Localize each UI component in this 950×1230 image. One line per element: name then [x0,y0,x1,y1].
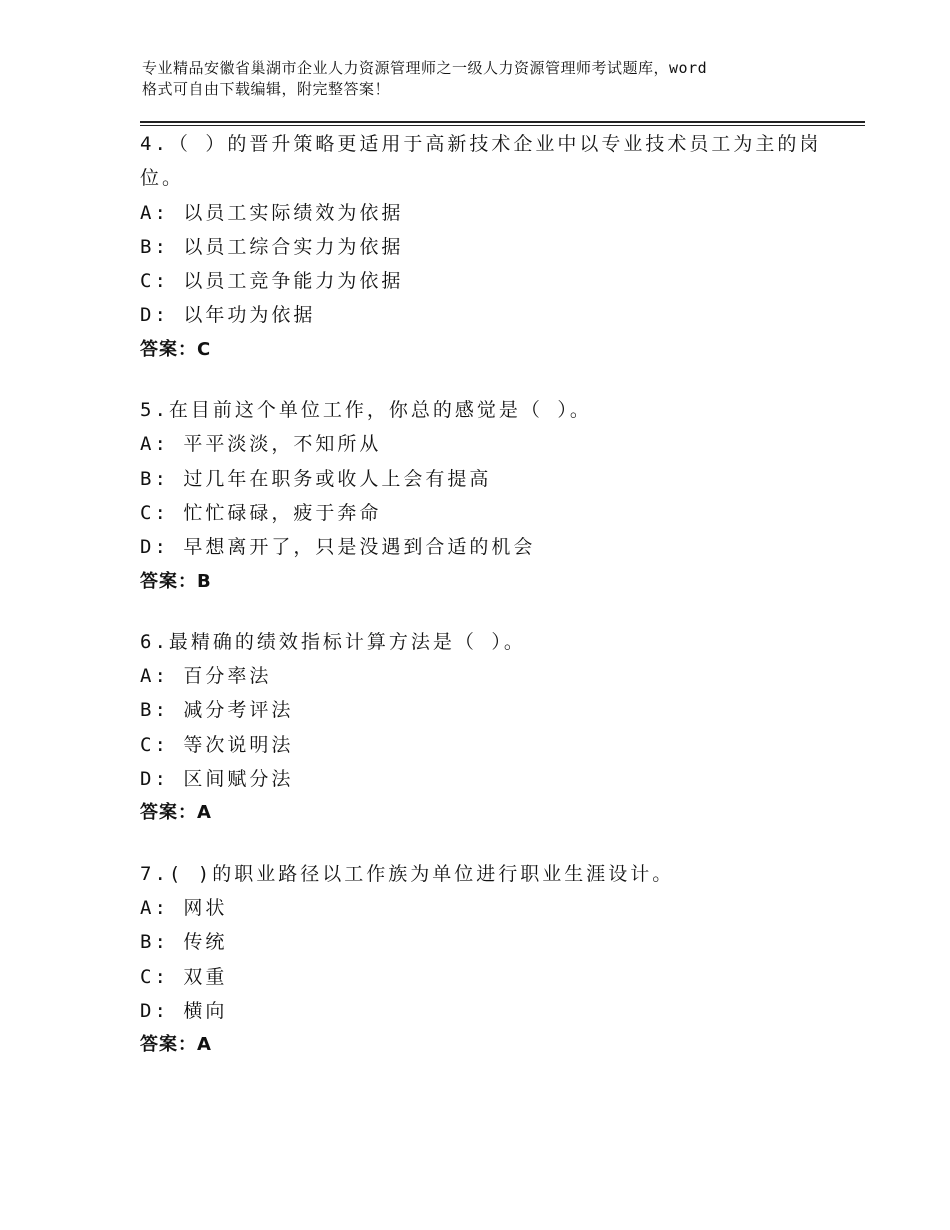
header-line-1: 专业精品安徽省巢湖市企业人力资源管理师之一级人力资源管理师考试题库，word [142,59,708,77]
answer: 答案：C [140,338,212,360]
header-divider-thin [140,125,865,126]
question-5 [140,393,840,599]
question-stem: 7.( )的职业路径以工作族为单位进行职业生涯设计。 [140,862,675,885]
option-a: A: 百分率法 [140,665,272,688]
option-a: A: 以员工实际绩效为依据 [140,201,404,224]
header-line-2: 格式可自由下载编辑，附完整答案！ [142,80,391,98]
question-stem-continued: 位。 [140,167,185,190]
answer: 答案：A [140,1034,212,1056]
option-a: A: 平平淡淡，不知所从 [140,433,382,456]
option-d: D: 早想离开了，只是没遇到合适的机会 [140,536,536,559]
option-b: B: 减分考评法 [140,699,294,722]
question-list [140,127,840,1088]
option-b: B: 传统 [140,931,228,954]
option-c: C: 等次说明法 [140,733,294,756]
question-7 [140,857,840,1063]
question-stem: 5.在目前这个单位工作，你总的感觉是（ ）。 [140,399,592,422]
option-d: D: 区间赋分法 [140,768,294,791]
option-c: C: 双重 [140,965,228,988]
question-6 [140,625,840,831]
option-c: C: 以员工竞争能力为依据 [140,270,404,293]
option-b: B: 以员工综合实力为依据 [140,235,404,258]
option-d: D: 以年功为依据 [140,304,316,327]
option-c: C: 忙忙碌碌，疲于奔命 [140,501,382,524]
header-divider-thick [140,121,865,123]
answer: 答案：A [140,802,212,824]
option-b: B: 过几年在职务或收人上会有提高 [140,467,492,490]
question-stem: 6.最精确的绩效指标计算方法是（ ）。 [140,630,526,653]
document-header [142,58,842,100]
option-d: D: 横向 [140,999,228,1022]
answer: 答案：B [140,570,212,592]
option-a: A: 网状 [140,896,228,919]
question-4 [140,127,840,367]
question-stem: 4.（ ）的晋升策略更适用于高新技术企业中以专业技术员工为主的岗 [140,133,822,155]
